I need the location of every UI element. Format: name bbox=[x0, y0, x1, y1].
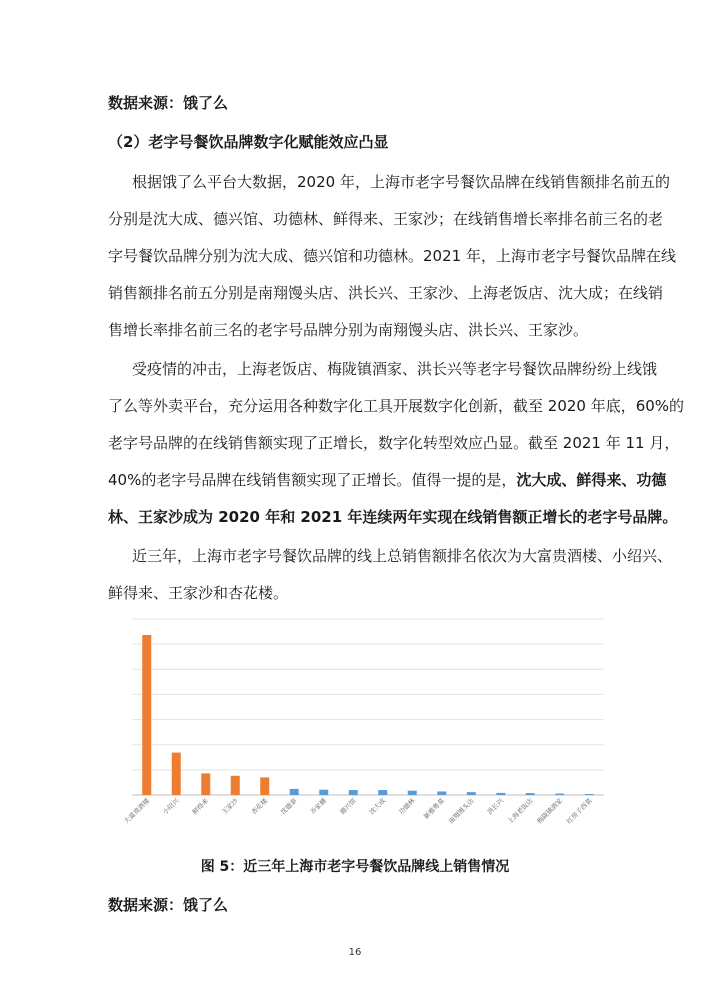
chart-bar bbox=[319, 790, 328, 795]
x-tick-label: 新雅粤菜 bbox=[422, 796, 447, 821]
chart-bar bbox=[437, 791, 446, 795]
paragraph-1-line: 字号餐饮品牌分别为沈大成、德兴馆和功德林。2021 年，上海市老字号餐饮品牌在线 bbox=[108, 247, 676, 265]
chart-bar bbox=[172, 753, 181, 795]
chart-bar bbox=[201, 773, 210, 795]
x-tick-label: 王家沙 bbox=[220, 796, 240, 817]
paragraph-2-plain-text: 40%的老字号品牌在线销售额实现了正增长。值得一提的是， bbox=[108, 471, 517, 489]
x-tick-label: 沈德泰 bbox=[279, 796, 299, 817]
paragraph-3-line: 近三年，上海市老字号餐饮品牌的线上总销售额排名依次为大富贵酒楼、小绍兴、 bbox=[132, 547, 673, 565]
chart-bar bbox=[555, 794, 564, 795]
paragraph-2-line bbox=[108, 470, 666, 490]
x-tick-label: 功德林 bbox=[397, 796, 417, 817]
chart-bar bbox=[526, 793, 535, 795]
x-tick-label: 德兴馆 bbox=[338, 796, 358, 817]
paragraph-2-line: 老字号品牌的在线销售额实现了正增长，数字化转型效应凸显。截至 2021 年 11 月， bbox=[108, 434, 680, 452]
x-tick-label: 杏花楼 bbox=[249, 796, 270, 817]
x-tick-label: 鲜得来 bbox=[190, 796, 211, 817]
x-tick-label: 沈大成 bbox=[367, 796, 388, 817]
chart-bar bbox=[290, 789, 299, 795]
paragraph-3-line: 鲜得来、王家沙和杏花楼。 bbox=[108, 584, 289, 602]
paragraph-2-bold-line: 林、王家沙成为 2020 年和 2021 年连续两年实现在线销售额正增长的老字号品牌。 bbox=[108, 508, 678, 526]
paragraph-1-line: 售增长率排名前三名的老字号品牌分别为南翔馒头店、洪长兴、王家沙。 bbox=[108, 321, 589, 339]
data-source-top: 数据来源：饿了么 bbox=[108, 94, 229, 112]
x-tick-label: 上海老饭店 bbox=[506, 796, 535, 825]
x-tick-label: 南翔馒头店 bbox=[447, 796, 476, 825]
chart-bar bbox=[408, 791, 417, 795]
chart-bar bbox=[467, 792, 476, 795]
bar-chart bbox=[118, 615, 608, 825]
page-number: 16 bbox=[348, 947, 362, 958]
data-source-bottom: 数据来源：饿了么 bbox=[108, 896, 229, 914]
paragraph-1-line: 分别是沈大成、德兴馆、功德林、鲜得来、王家沙；在线销售增长率排名前三名的老 bbox=[108, 210, 664, 228]
x-tick-label: 梅陇镇酒家 bbox=[535, 796, 565, 825]
paragraph-2-bold-text: 沈大成、鲜得来、功德 bbox=[516, 471, 667, 489]
chart-bar bbox=[496, 793, 505, 795]
chart-bar bbox=[260, 777, 269, 795]
chart-bar bbox=[142, 635, 151, 795]
section-heading: （2）老字号餐饮品牌数字化赋能效应凸显 bbox=[108, 133, 389, 151]
chart-bar bbox=[585, 794, 594, 795]
x-tick-label: 乔家栅 bbox=[308, 796, 329, 817]
chart-bar bbox=[378, 790, 387, 795]
chart-bar bbox=[231, 776, 240, 795]
paragraph-2-line: 受疫情的冲击，上海老饭店、梅陇镇酒家、洪长兴等老字号餐饮品牌纷纷上线饿 bbox=[132, 360, 658, 378]
paragraph-1-line: 销售额排名前五分别是南翔馒头店、洪长兴、王家沙、上海老饭店、沈大成；在线销 bbox=[108, 284, 664, 302]
paragraph-1-line: 根据饿了么平台大数据，2020 年，上海市老字号餐饮品牌在线销售额排名前五的 bbox=[132, 173, 670, 191]
paragraph-2-line: 了么等外卖平台，充分运用各种数字化工具开展数字化创新，截至 2020 年底，60%的 bbox=[108, 397, 685, 415]
x-tick-label: 红房子西菜 bbox=[565, 796, 594, 825]
figure-caption: 图 5：近三年上海市老字号餐饮品牌线上销售情况 bbox=[200, 859, 510, 875]
x-tick-label: 洪长兴 bbox=[485, 796, 506, 817]
x-tick-label: 大富贵酒楼 bbox=[122, 796, 152, 825]
chart-bar bbox=[349, 790, 358, 795]
x-tick-label: 小绍兴 bbox=[161, 796, 181, 817]
